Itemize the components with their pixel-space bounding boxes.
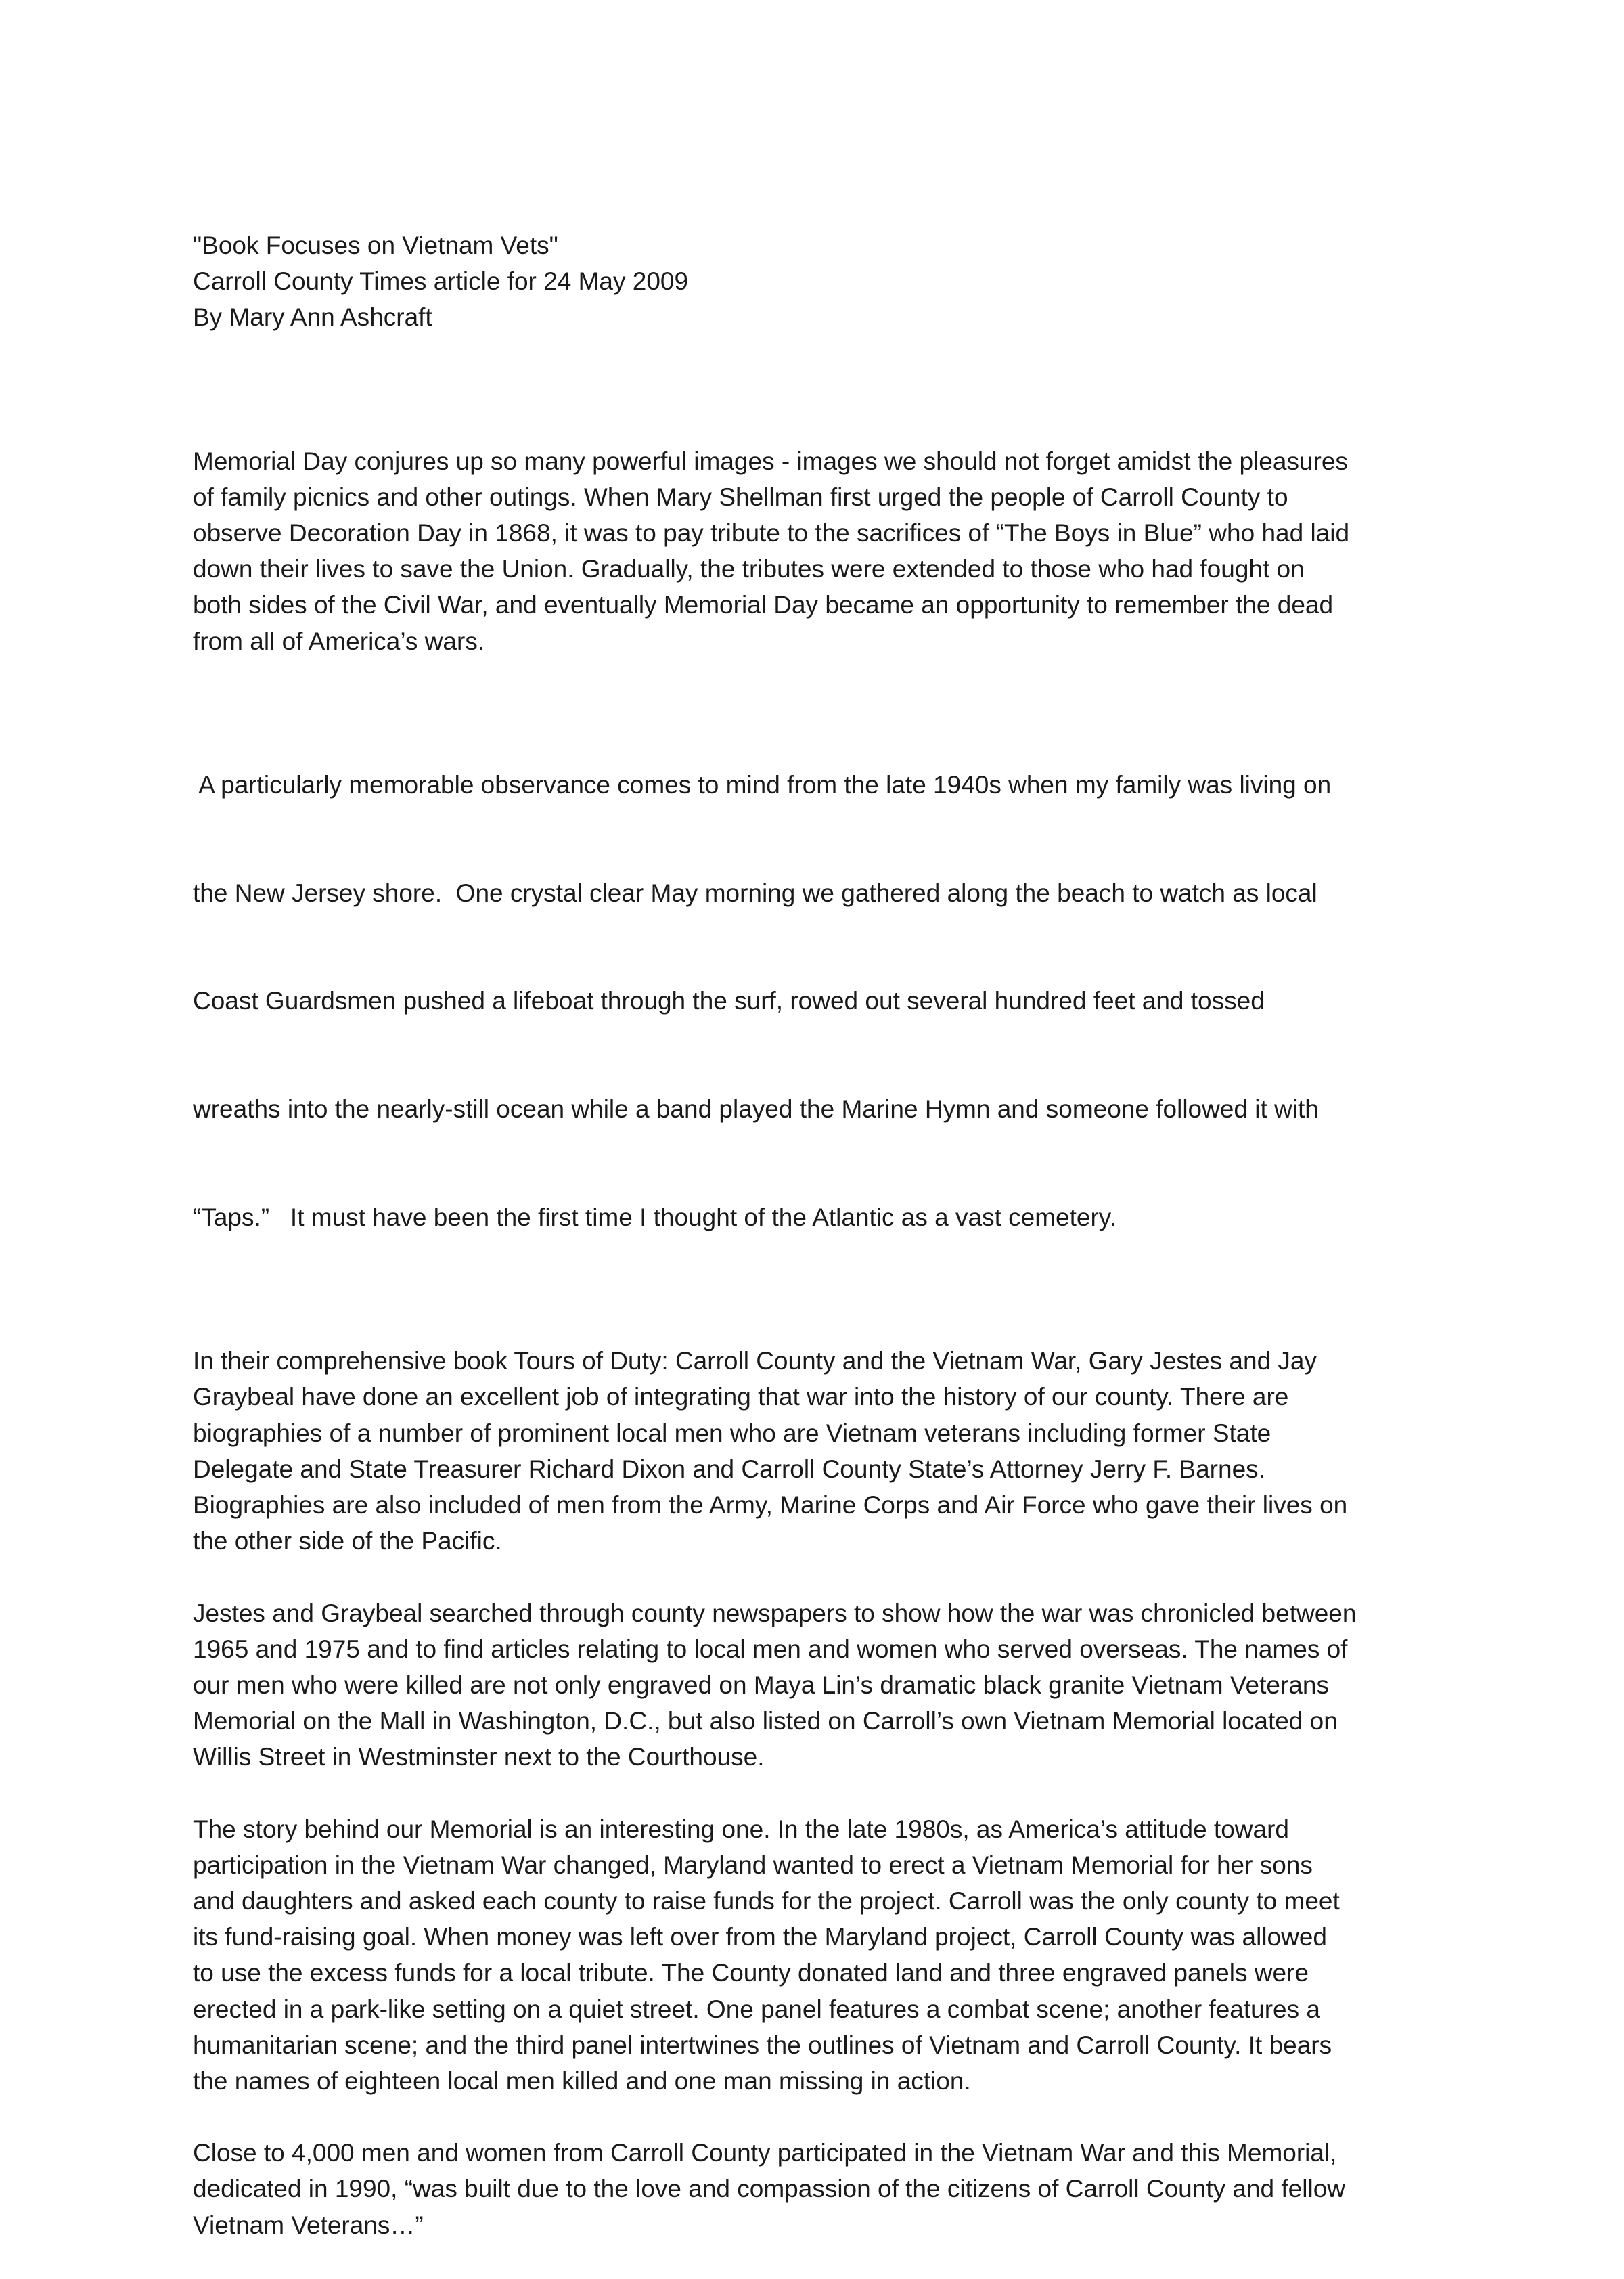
- paragraph-line: of family picnics and other outings. When Mary Shellman first urged the people of Carroll County to: [193, 483, 1288, 511]
- paragraph-line: humanitarian scene; and the third panel intertwines the outlines of Vietnam and Carroll County. It bears: [193, 2031, 1332, 2059]
- article-body: [193, 227, 1450, 2279]
- paragraph-line: down their lives to save the Union. Gradually, the tributes were extended to those who had fought on: [193, 555, 1305, 583]
- paragraph-line: Coast Guardsmen pushed a lifeboat through the surf, rowed out several hundred feet and tossed: [193, 987, 1265, 1015]
- paragraph-line: our men who were killed are not only engraved on Maya Lin’s dramatic black granite Vietnam Veterans: [193, 1670, 1329, 1699]
- paragraph-line: to use the excess funds for a local tribute. The County donated land and three engraved panels were: [193, 1959, 1309, 1987]
- paragraph-line: “Taps.” It must have been the first time I thought of the Atlantic as a vast cemetery.: [193, 1203, 1116, 1231]
- paragraph-line: Jestes and Graybeal searched through county newspapers to show how the war was chronicled between: [193, 1599, 1357, 1627]
- paragraph-line: participation in the Vietnam War changed, Maryland wanted to erect a Vietnam Memorial for her sons: [193, 1851, 1313, 1879]
- paragraph-line: erected in a park-like setting on a quiet street. One panel features a combat scene; another features a: [193, 1995, 1320, 2023]
- paragraph-line: dedicated in 1990, “was built due to the love and compassion of the citizens of Carroll County and fellow: [193, 2175, 1345, 2203]
- paragraph-line: biographies of a number of prominent local men who are Vietnam veterans including former State: [193, 1419, 1271, 1447]
- paragraph-line: the New Jersey shore. One crystal clear May morning we gathered along the beach to watch as local: [193, 879, 1317, 907]
- paragraph-line: A particularly memorable observance comes to mind from the late 1940s when my family was living on: [193, 771, 1332, 799]
- paragraph-line: its fund-raising goal. When money was left over from the Maryland project, Carroll County was allowed: [193, 1923, 1328, 1951]
- paragraph-line: Biographies are also included of men from the Army, Marine Corps and Air Force who gave their lives on: [193, 1491, 1348, 1520]
- article-byline: By Mary Ann Ashcraft: [193, 303, 432, 332]
- paragraph-6: [193, 2135, 1450, 2243]
- paragraph-2: [193, 695, 1450, 1307]
- paragraph-line: Graybeal have done an excellent job of integrating that war into the history of our county. There are: [193, 1383, 1289, 1411]
- paragraph-line: wreaths into the nearly-still ocean while a band played the Marine Hymn and someone followed it with: [193, 1095, 1319, 1124]
- paragraph-line: The story behind our Memorial is an interesting one. In the late 1980s, as America’s attitude toward: [193, 1815, 1289, 1843]
- article-header: [193, 227, 1450, 336]
- paragraph-5: [193, 1811, 1450, 2100]
- paragraph-line: Close to 4,000 men and women from Carroll County participated in the Vietnam War and this Memorial,: [193, 2139, 1337, 2167]
- paragraph-line: Memorial Day conjures up so many powerful images - images we should not forget amidst the pleasures: [193, 447, 1348, 475]
- article-title: "Book Focuses on Vietnam Vets": [193, 231, 558, 259]
- paragraph-line: the other side of the Pacific.: [193, 1527, 502, 1555]
- paragraph-line: Willis Street in Westminster next to the Courthouse.: [193, 1743, 765, 1771]
- paragraph-line: both sides of the Civil War, and eventually Memorial Day became an opportunity to remember the dead: [193, 591, 1334, 619]
- paragraph-line: Delegate and State Treasurer Richard Dixon and Carroll County State’s Attorney Jerry F. Barnes.: [193, 1455, 1265, 1483]
- paragraph-line: and daughters and asked each county to raise funds for the project. Carroll was the only county to meet: [193, 1886, 1340, 1915]
- paragraph-4: [193, 1595, 1450, 1775]
- paragraph-line: from all of America’s wars.: [193, 627, 485, 655]
- paragraph-line: observe Decoration Day in 1868, it was to pay tribute to the sacrifices of “The Boys in Blue” who had laid: [193, 519, 1350, 548]
- article-publication: Carroll County Times article for 24 May 2009: [193, 267, 689, 296]
- paragraph-line: Vietnam Veterans…”: [193, 2211, 424, 2239]
- paragraph-3: [193, 1343, 1450, 1559]
- paragraph-line: 1965 and 1975 and to find articles relating to local men and women who served overseas. The names of: [193, 1635, 1348, 1663]
- paragraph-line: In their comprehensive book Tours of Duty: Carroll County and the Vietnam War, Gary Jestes and Jay: [193, 1347, 1317, 1375]
- paragraph-line: the names of eighteen local men killed and one man missing in action.: [193, 2066, 971, 2095]
- paragraph-1: [193, 443, 1450, 659]
- paragraph-line: Memorial on the Mall in Washington, D.C., but also listed on Carroll’s own Vietnam Memorial located on: [193, 1707, 1338, 1735]
